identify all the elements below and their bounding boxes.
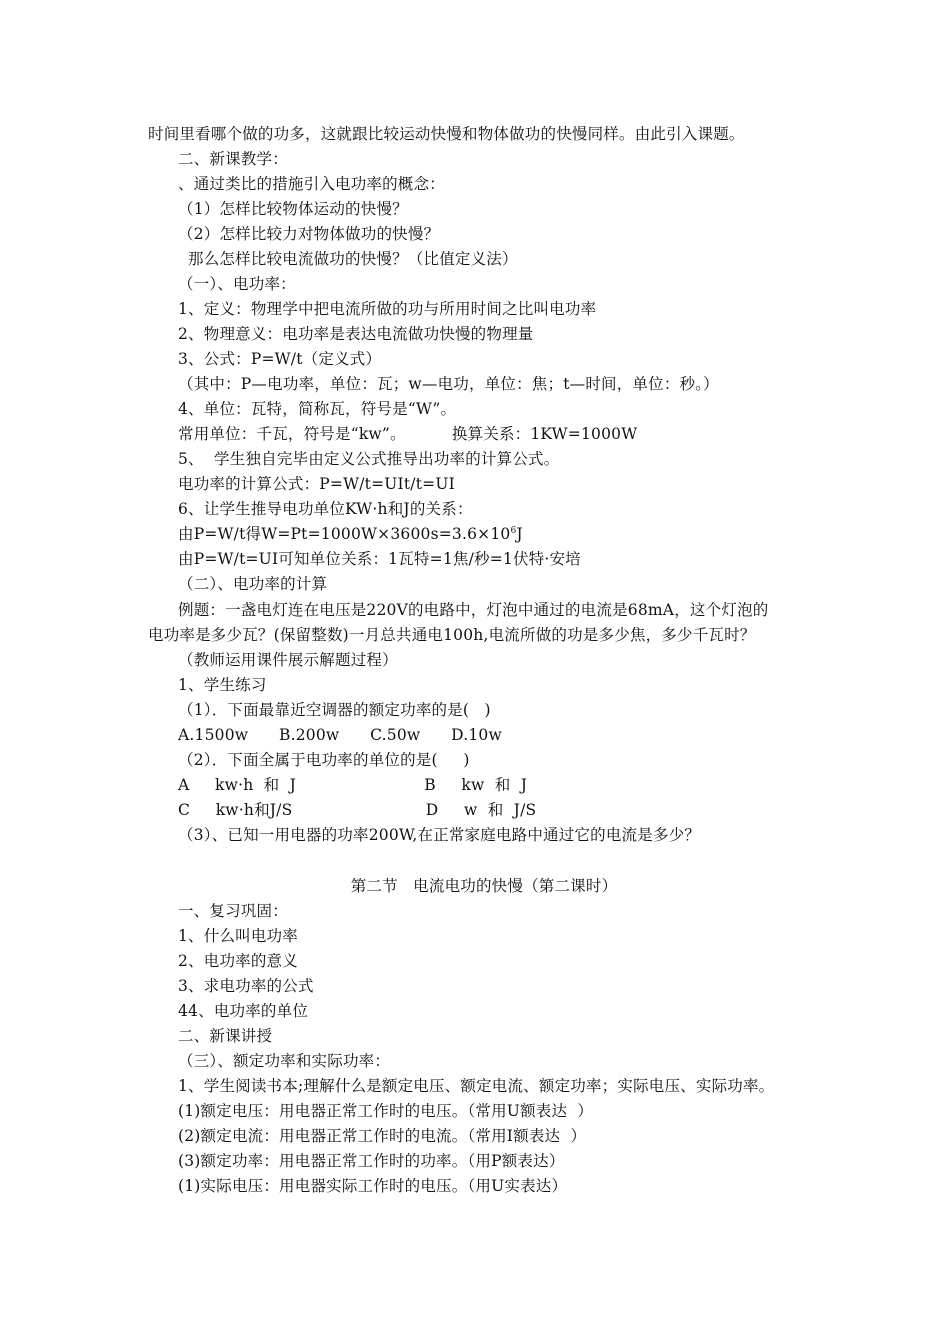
section-heading: 二、新课教学： xyxy=(178,150,288,168)
text-line: 3、公式：P=W/t（定义式） xyxy=(178,350,382,368)
text-line: 2、电功率的意义 xyxy=(178,952,298,970)
section-heading: 二、新课讲授 xyxy=(178,1027,273,1045)
question-line: （2）．下面全属于电功率的单位的是( ) xyxy=(178,751,470,769)
formula-line xyxy=(178,524,523,544)
text-line: 3、求电功率的公式 xyxy=(178,977,314,995)
text-line: 时间里看哪个做的功多，这就跟比较运动快慢和物体做功的快慢同样。由此引入课题。 xyxy=(148,125,745,143)
text-line: （1）怎样比较物体运动的快慢？ xyxy=(178,200,408,218)
text-line: 2、物理意义：电功率是表达电流做功快慢的物理量 xyxy=(178,325,534,343)
formula-exponent: 6 xyxy=(510,526,517,536)
text-line: (1)额定电压：用电器正常工作时的电压。（常用U额表达 ） xyxy=(178,1102,594,1120)
text-line: 44、电功率的单位 xyxy=(178,1002,309,1020)
example-line: 例题：一盏电灯连在电压是220V的电路中，灯泡中通过的电流是68mA，这个灯泡的 xyxy=(178,601,769,619)
text-line: （2）怎样比较力对物体做功的快慢？ xyxy=(178,225,440,243)
text-line: 1、定义：物理学中把电流所做的功与所用时间之比叫电功率 xyxy=(178,300,597,318)
text-line: （其中：P—电功率，单位：瓦；w—电功，单位：焦；t—时间，单位：秒。） xyxy=(178,375,719,393)
text-line: (1)实际电压：用电器实际工作时的电压。（用U实表达） xyxy=(178,1177,568,1195)
subsection-heading: （一）、电功率： xyxy=(178,275,296,293)
text-line: 4、单位：瓦特，简称瓦，符号是“W”。 xyxy=(178,400,457,418)
options-line: A.1500w B.200w C.50w D.10w xyxy=(178,726,502,744)
section-heading: 一、复习巩固： xyxy=(178,902,288,920)
text-line: （教师运用课件展示解题过程） xyxy=(178,651,398,669)
formula-text: 由P=W/t得W=Pt=1000W×3600s=3.6×10 xyxy=(178,525,511,543)
formula-unit: J xyxy=(516,525,523,543)
question-line: （1）．下面最靠近空调器的额定功率的是( ) xyxy=(178,701,491,719)
text-line: 1、学生阅读书本;理解什么是额定电压、额定电流、额定功率；实际电压、实际功率。 xyxy=(178,1077,775,1095)
text-line: 1、什么叫电功率 xyxy=(178,927,298,945)
text-line: 5、 学生独自完毕由定义公式推导出功率的计算公式。 xyxy=(178,450,560,468)
text-line: (3)额定功率：用电器正常工作时的功率。（用P额表达） xyxy=(178,1152,565,1170)
text-line: 常用单位：千瓦，符号是“kw”。 换算关系：1KW=1000W xyxy=(178,425,638,443)
subsection-heading: （二）、电功率的计算 xyxy=(178,575,328,593)
options-line: A kw·h 和 J B kw 和 J xyxy=(178,776,528,794)
example-line: 电功率是多少瓦？(保留整数)一月总共通电100h,电流所做的功是多少焦，多少千瓦时？ xyxy=(148,626,756,644)
text-line: 由P=W/t=UI可知单位关系：1瓦特=1焦/秒=1伏特·安培 xyxy=(178,550,581,568)
text-line: 、通过类比的措施引入电功率的概念： xyxy=(178,175,445,193)
subsection-heading: （三）、额定功率和实际功率： xyxy=(178,1052,391,1070)
text-line: 电功率的计算公式：P=W/t=UIt/t=UI xyxy=(178,475,455,493)
text-line: 1、学生练习 xyxy=(178,676,267,694)
options-line: C kw·h和J/S D w 和 J/S xyxy=(178,801,537,819)
text-line: 6、让学生推导电功单位KW·h和J的关系： xyxy=(178,500,473,518)
text-line: (2)额定电流：用电器正常工作时的电流。（常用I额表达 ） xyxy=(178,1127,587,1145)
question-line: （3）、已知一用电器的功率200W,在正常家庭电路中通过它的电流是多少？ xyxy=(178,826,701,844)
text-line: 那么怎样比较电流做功的快慢？（比值定义法） xyxy=(188,250,518,268)
section-title: 第二节 电流电功的快慢（第二课时） xyxy=(350,877,618,895)
